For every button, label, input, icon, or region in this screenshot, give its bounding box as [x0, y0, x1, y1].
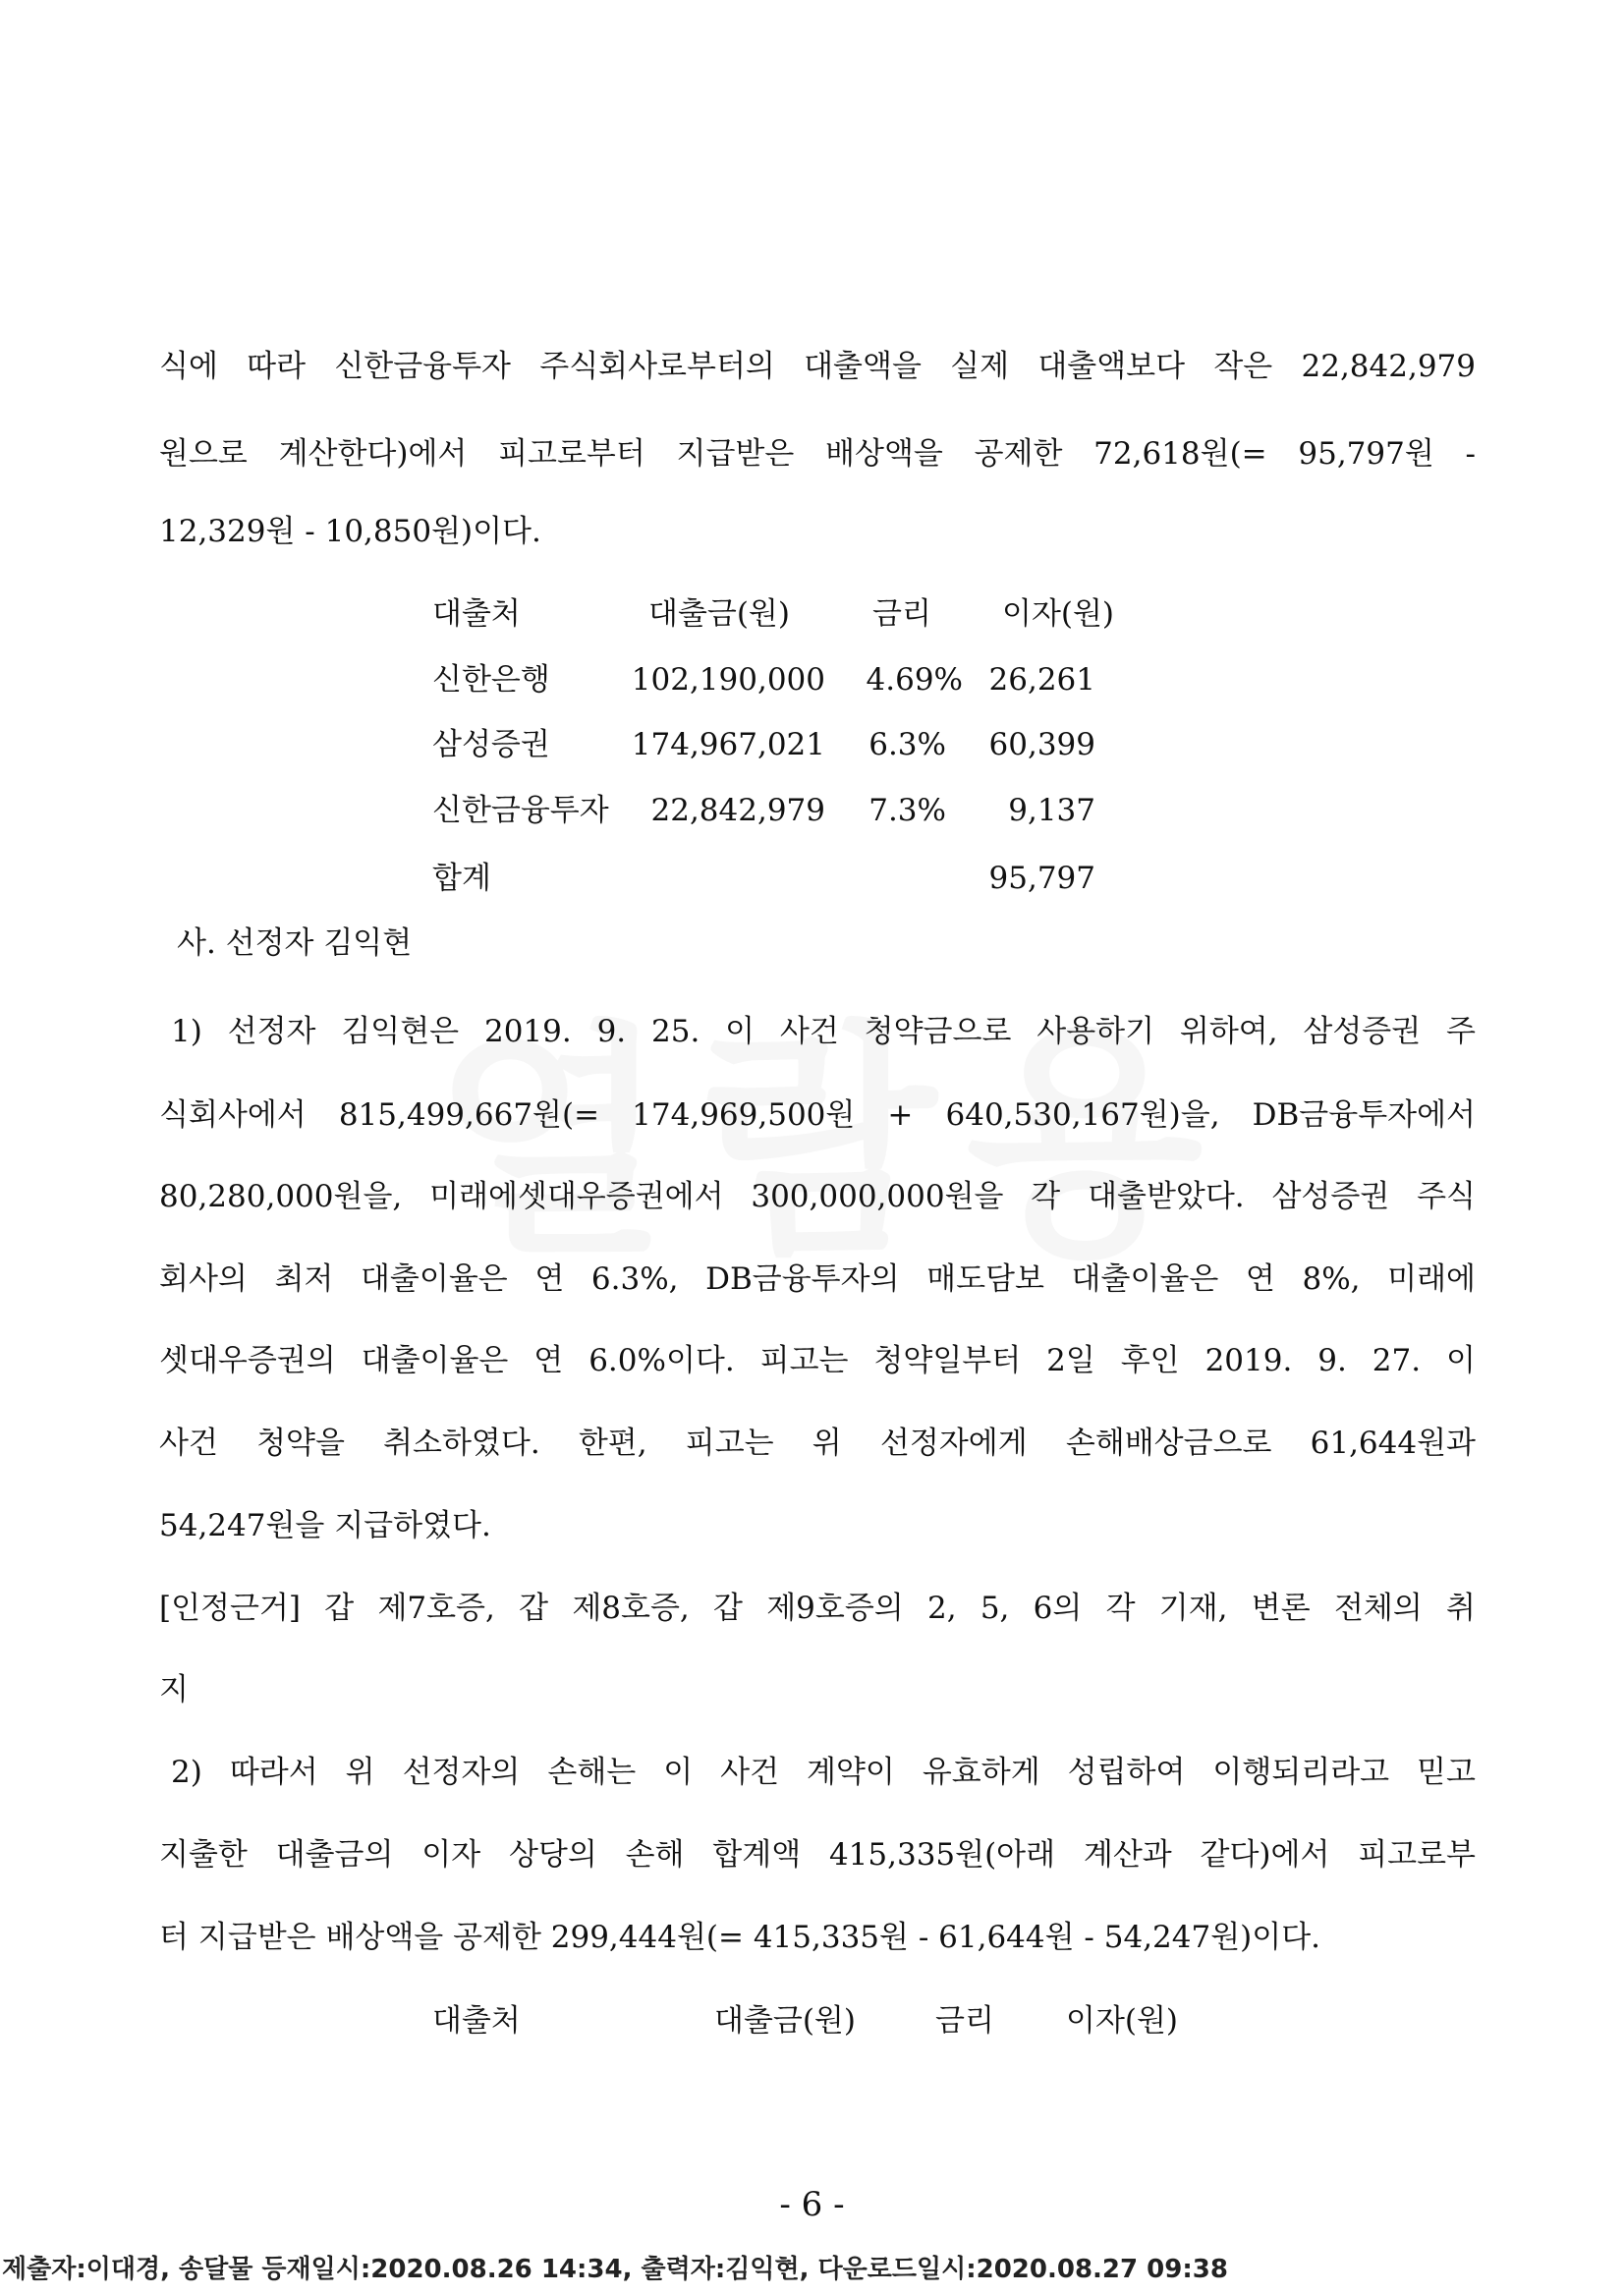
- paragraph-line: 셋대우증권의 대출이율은 연 6.0%이다. 피고는 청약일부터 2일 후인 2019. 9. 27. 이: [159, 1343, 1476, 1378]
- table-row-interest: 9,137: [1008, 793, 1095, 828]
- table-header-interest: 이자(원): [1066, 2003, 1179, 2039]
- table-header-rate: 금리: [872, 596, 931, 632]
- table-row-rate: 7.3%: [868, 793, 946, 828]
- table-row-interest: 26,261: [988, 662, 1095, 698]
- table-header-loan-amount: 대출금(원): [714, 2003, 856, 2039]
- table-row-rate: 4.69%: [866, 662, 963, 698]
- table-header-loan-amount: 대출금(원): [648, 596, 790, 632]
- table-header-interest: 이자(원): [1002, 596, 1115, 632]
- paragraph-line: 12,329원 - 10,850원)이다.: [159, 514, 541, 549]
- section-heading: 사. 선정자 김익현: [177, 925, 413, 961]
- page-number: - 6 -: [779, 2185, 845, 2224]
- evidence-line: 지: [159, 1672, 189, 1707]
- paragraph-line: 원으로 계산한다)에서 피고로부터 지급받은 배상액을 공제한 72,618원(= 95,797원 -: [159, 436, 1476, 472]
- paragraph-line: 터 지급받은 배상액을 공제한 299,444원(= 415,335원 - 61,644원 - 54,247원)이다.: [159, 1920, 1321, 1955]
- paragraph-line: 지출한 대출금의 이자 상당의 손해 합계액 415,335원(아래 계산과 같다)에서 피고로부: [159, 1837, 1476, 1873]
- table-row-lender: 신한금융투자: [432, 793, 609, 828]
- table-row-amount: 22,842,979: [650, 793, 825, 828]
- table-total-value: 95,797: [988, 861, 1095, 896]
- table-header-lender: 대출처: [432, 2003, 521, 2039]
- paragraph-line: 회사의 최저 대출이율은 연 6.3%, DB금융투자의 매도담보 대출이율은 연 8%, 미래에: [159, 1261, 1476, 1297]
- paragraph-line: 식회사에서 815,499,667원(= 174,969,500원 + 640,530,167원)을, DB금융투자에서: [159, 1097, 1476, 1133]
- paragraph-line: 2) 따라서 위 선정자의 손해는 이 사건 계약이 유효하게 성립하여 이행되리라고 믿고: [171, 1755, 1476, 1790]
- table-total-label: 합계: [432, 861, 491, 896]
- paragraph-line: 80,280,000원을, 미래에셋대우증권에서 300,000,000원을 각 대출받았다. 삼성증권 주식: [159, 1179, 1476, 1214]
- table-row-lender: 신한은행: [432, 662, 550, 698]
- table-row-lender: 삼성증권: [432, 727, 550, 762]
- table-row-amount: 102,190,000: [631, 662, 825, 698]
- table-row-amount: 174,967,021: [631, 727, 825, 762]
- table-row-rate: 6.3%: [868, 727, 946, 762]
- table-header-lender: 대출처: [432, 596, 521, 632]
- table-header-rate: 금리: [935, 2003, 994, 2039]
- paragraph-line: 사건 청약을 취소하였다. 한편, 피고는 위 선정자에게 손해배상금으로 61,644원과: [159, 1426, 1476, 1461]
- paragraph-line: 54,247원을 지급하였다.: [159, 1508, 491, 1543]
- paragraph-line: 식에 따라 신한금융투자 주식회사로부터의 대출액을 실제 대출액보다 작은 22,842,979: [159, 349, 1476, 384]
- evidence-line: [인정근거] 갑 제7호증, 갑 제8호증, 갑 제9호증의 2, 5, 6의 각 기재, 변론 전체의 취: [159, 1591, 1476, 1626]
- table-row-interest: 60,399: [988, 727, 1095, 762]
- paragraph-line: 1) 선정자 김익현은 2019. 9. 25. 이 사건 청약금으로 사용하기 위하여, 삼성증권 주: [171, 1014, 1476, 1049]
- footer-metadata: 제출자:이대경, 송달물 등재일시:2020.08.26 14:34, 출력자:김익현, 다운로드일시:2020.08.27 09:38: [2, 2255, 1228, 2284]
